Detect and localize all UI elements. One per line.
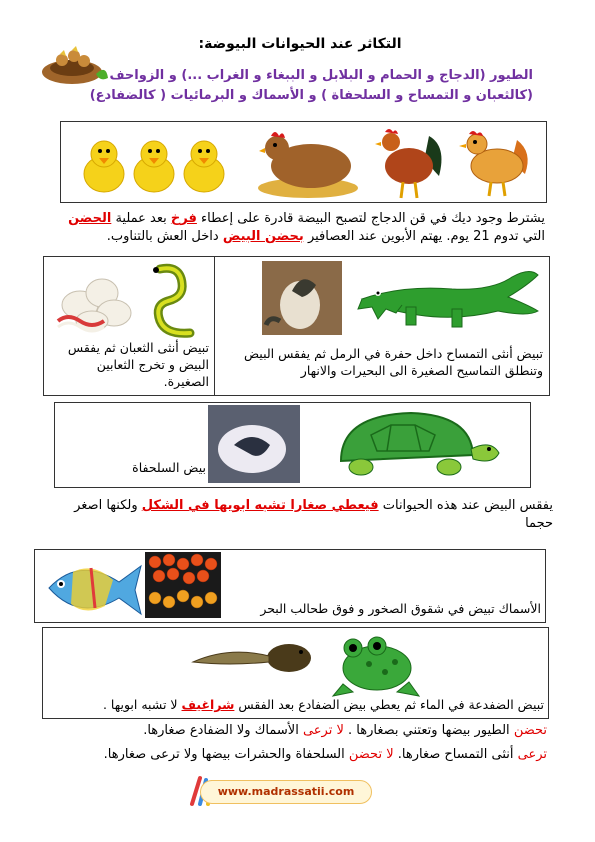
summary2-verb-2: لا تحضن — [348, 747, 394, 762]
turtle-box — [54, 402, 531, 488]
summary1-verb-2: لا ترعى — [302, 723, 344, 738]
turtle-egg-icon — [208, 405, 300, 483]
fish-icon — [43, 556, 147, 618]
rooster-icon — [451, 128, 539, 198]
crocodile-icon — [356, 259, 544, 341]
summary2-text-2: السلحفاة والحشرات بيضها ولا ترعى صغارها. — [103, 747, 349, 762]
hen-icon — [253, 126, 363, 200]
rooster-icon — [369, 126, 449, 200]
frog-text-1: تبيض الضفدعة في الماء ثم يعطي بيض الضفادع بعد الفقس — [234, 697, 544, 712]
page-title: التكاثر عند الحيوانات البيوضة: — [198, 36, 402, 52]
birds-box — [60, 121, 547, 203]
frog-caption — [49, 696, 544, 713]
chick-icon — [79, 136, 229, 198]
keyword-chick: فرخ — [170, 211, 197, 226]
frog-icon — [329, 632, 421, 700]
crocodile-caption: تبيض أنثى التمساح داخل حفرة في الرمل ثم يفقس البيض وتنطلق التماسيح الصغيرة الى البحيرات والانهار — [243, 346, 543, 378]
intro-text: الطيور (الدجاج و الحمام و البلابل و الببغاء و الغراب ...) و الزواحف (كالثعبان و التمساح و السلحفاة ) و الأسماك و البرمائيات ( كالضفادع) — [89, 68, 533, 103]
turtle-icon — [331, 405, 501, 483]
hen-text-3: التي تدوم 21 يوم. يهتم الأبوين عند العصافير — [303, 229, 545, 244]
hatching-icon — [262, 261, 342, 335]
summary2-verb-1: ترعى — [517, 747, 547, 762]
summary-line-2 — [47, 746, 547, 764]
hen-text-4: داخل العش بالتناوب. — [106, 229, 223, 244]
hen-paragraph — [45, 210, 545, 246]
summary1-text-2: الأسماك ولا الضفادع صغارها. — [143, 723, 303, 738]
summary2-text-1: أنثى التمساح صغارها. — [393, 747, 518, 762]
summary1-verb-1: تحضن — [513, 723, 547, 738]
frog-text-2: لا تشبه ابويها . — [102, 697, 182, 712]
summary-line-1 — [47, 722, 547, 740]
hen-text-2: بعد عملية — [111, 211, 171, 226]
website-link[interactable]: www.madrassatii.com — [200, 780, 372, 804]
hen-text-1: يشترط وجود ديك في قن الدجاج لتصبح البيضة قادرة على إعطاء — [196, 211, 545, 226]
roe-icon — [145, 552, 221, 618]
turtle-egg-caption: بيض السلحفاة — [132, 460, 206, 475]
keyword-tadpoles: شراغيف — [181, 697, 235, 712]
keyword-egg-brooding: بحضن البيض — [222, 229, 304, 244]
frog-box — [42, 627, 549, 719]
reptiles-box — [43, 256, 550, 396]
hatch-text-2: ولكنها اصغر حجما — [74, 498, 553, 531]
keyword-brooding: الحضن — [68, 211, 112, 226]
hatch-text-1: يفقس البيض عند هذه الحيوانات — [378, 498, 553, 513]
snake-icon — [140, 261, 210, 341]
tadpole-icon — [191, 638, 317, 678]
hatch-paragraph — [53, 497, 553, 533]
summary1-text-1: الطيور بيضها وتعتني بصغارها . — [343, 723, 514, 738]
keyword-resemble: فيعطي صغارا تشبه ابويها في الشكل — [141, 498, 379, 513]
snake-caption: تبيض أنثى الثعبان ثم يفقس البيض و تخرج الثعابين الصغيرة. — [67, 340, 209, 389]
fish-caption: الأسماك تبيض في شقوق الصخور و فوق طحالب البحر — [260, 601, 541, 616]
fish-box — [34, 549, 546, 623]
eggs-icon — [52, 263, 142, 333]
